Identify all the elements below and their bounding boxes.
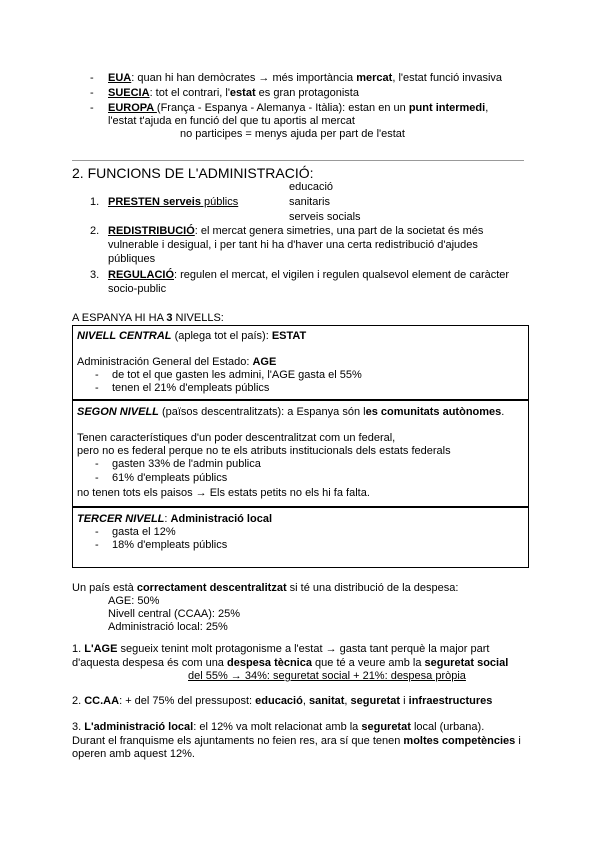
point-1	[72, 643, 489, 656]
point-bold: L'AGE	[84, 643, 118, 655]
point-bold: CC.AA	[84, 695, 120, 707]
heading-post: NIVELLS:	[172, 312, 224, 324]
item-text: : regulen el mercat, el vigilen i regulen qualsevol element de caràcter	[174, 269, 510, 281]
title-bold: ESTAT	[271, 330, 307, 342]
heading-num: 3	[166, 312, 173, 324]
title-mid: (aplega tot el país):	[171, 330, 272, 342]
function-item-1-text	[108, 196, 238, 209]
europa-text-end: ,	[485, 102, 489, 114]
tercer-nivell-box: TERCER NIVELL: Administració local - gasta el 12% - 18% d'empleats públics	[72, 507, 529, 568]
item-number: 1.	[90, 196, 100, 208]
nivells-heading	[72, 312, 224, 325]
point-sep: ,	[302, 695, 309, 707]
title-italic: TERCER NIVELL	[77, 513, 165, 525]
point-bold: despesa tècnica	[226, 657, 312, 669]
segon-nivell-box: SEGON NIVELL (països descentralitzats): a Espanya són les comunitats autònomes. Tenen característiques d'un poder descentralitzat com un federal, pero no es federal perque no te els atributs institucionals dels estats federals - gasten 33% de l'admin publica - 61% d'empleats públics no tenen tots els paisos → Els estats petits no els hi fa falta.	[72, 400, 529, 507]
bullet-text: de tot el que gasten les admini, l'AGE gasta el 55%	[112, 369, 362, 381]
sub-item: serveis socials	[289, 211, 361, 223]
function-item-2-line2: vulnerable i desigual, i per tant hi ha d'haver una certa redistribució d'ajudes	[108, 239, 478, 251]
point-bold: seguretat social	[424, 657, 509, 669]
item-bold: PRESTEN serveis	[108, 196, 201, 208]
function-item-2	[108, 225, 483, 238]
line-bold: correctament descentralitzat	[136, 582, 287, 594]
bullet-text: 61% d'empleats públics	[112, 472, 228, 484]
point-3-line2	[72, 735, 521, 748]
eua-text-end: , l'estat funció invasiva	[392, 72, 503, 84]
function-item-2-number: 2.	[90, 225, 100, 237]
title-bold: es comunitats autònomes	[365, 406, 502, 418]
point-text: segueix tenint molt protagonisme a l'estat → gasta tant perquè la major part	[117, 643, 490, 655]
title-bold: Administració local	[170, 513, 273, 525]
dash: -	[90, 87, 94, 99]
point-number: 1.	[72, 643, 85, 655]
function-item-2-line3: públiques	[108, 253, 156, 265]
section-heading	[72, 165, 314, 181]
bullet-text: gasten 33% de l'admin publica	[112, 458, 261, 470]
point-3	[72, 721, 484, 734]
dash: -	[90, 72, 94, 84]
title-mid: (països descentralitzats): a Espanya són l	[158, 406, 366, 418]
line-pre: Un país està	[72, 582, 137, 594]
sub-item: educació	[289, 181, 334, 193]
box-title	[77, 406, 504, 419]
point-bold: moltes competències	[403, 735, 516, 747]
distribucio-item: Nivell central (CCAA): 25%	[108, 608, 241, 620]
nivell-central-box: NIVELL CENTRAL (aplega tot el país): ESTAT Administración General del Estado: AGE - de tot el que gasten les admini, l'AGE gasta el 55% - tenen el 21% d'empleats públics	[72, 325, 529, 400]
function-item-3-number: 3.	[90, 269, 100, 281]
eua-label: EUA	[108, 72, 132, 84]
section-title: FUNCIONS DE L'ADMINISTRACIÓ	[87, 165, 310, 181]
line-pre: Administración General del Estado:	[77, 356, 253, 368]
point-bold: L'administració local	[84, 721, 194, 733]
title-italic: NIVELL CENTRAL	[77, 330, 172, 342]
line-bold: AGE	[252, 356, 277, 368]
box-title	[77, 330, 306, 343]
point-bold: infraestructures	[408, 695, 493, 707]
point-bold: seguretat	[361, 721, 411, 733]
heading-pre: A ESPANYA HI HA	[72, 312, 167, 324]
point-bold: sanitat	[308, 695, 345, 707]
eua-text: : quan hi han demòcrates → més importància	[131, 72, 357, 84]
title-mid: :	[164, 513, 171, 525]
europa-text: (França - Espanya - Alemanya - Itàlia): estan en un	[156, 102, 409, 114]
point-bold: seguretat	[350, 695, 401, 707]
point-bold: educació	[255, 695, 303, 707]
europa-bold: punt intermedi	[408, 102, 486, 114]
box-line: pero no es federal perque no te els atributs institucionals dels estats federals	[77, 445, 451, 457]
point-sep: ,	[344, 695, 351, 707]
line-post: si té una distribució de la despesa:	[286, 582, 459, 594]
sub-item: sanitaris	[289, 196, 330, 208]
point-3-line3: operen amb aquest 12%.	[72, 748, 195, 760]
function-item-1	[90, 196, 99, 209]
europa-line2: l'estat t'ajuda en funció del que tu aportis al mercat	[108, 115, 355, 127]
point-text: d'aquesta despesa és com una	[72, 657, 227, 669]
item-bold: REGULACIÓ	[108, 269, 174, 281]
point-text: : el 12% va molt relacionat amb la	[193, 721, 362, 733]
point-text: i	[515, 735, 521, 747]
item-bold: REDISTRIBUCIÓ	[108, 225, 195, 237]
bullet-text: gasta el 12%	[112, 526, 176, 538]
eua-bold: mercat	[356, 72, 393, 84]
point-number: 2.	[72, 695, 85, 707]
divider	[72, 160, 524, 161]
point-2	[72, 695, 492, 708]
distribucio-line	[72, 582, 458, 595]
title-italic: SEGON NIVELL	[77, 406, 159, 418]
point-text: que té a veure amb la	[311, 657, 425, 669]
point-sep: i	[400, 695, 409, 707]
distribucio-item: AGE: 50%	[108, 595, 160, 607]
function-item-3-line2: socio-public	[108, 283, 167, 295]
point-1-line3: del 55% → 34%: seguretat social + 21%: despesa pròpia	[188, 670, 466, 682]
bullet-text: 18% d'empleats públics	[112, 539, 228, 551]
title-end: .	[501, 406, 505, 418]
item-text: : el mercat genera simetries, una part de la societat és més	[194, 225, 484, 237]
box-line: no tenen tots els paisos → Els estats petits no els hi fa falta.	[77, 487, 370, 499]
europa-line3: no participes = menys ajuda per part de l'estat	[180, 128, 405, 140]
section-number: 2.	[72, 165, 84, 181]
europa-label: EUROPA	[108, 102, 157, 114]
box-title	[77, 513, 272, 526]
point-number: 3.	[72, 721, 85, 733]
box-line	[77, 356, 276, 369]
point-1-line2	[72, 657, 508, 670]
suecia-text: : tot el contrari, l'	[149, 87, 230, 99]
bullet-text: tenen el 21% d'empleats públics	[112, 382, 270, 394]
suecia-bold: estat	[229, 87, 256, 99]
suecia-label: SUECIA	[108, 87, 150, 99]
distribucio-item: Administració local: 25%	[108, 621, 228, 633]
section-colon: :	[309, 165, 314, 181]
point-text: Durant el franquisme els ajuntaments no feien res, ara sí que tenen	[72, 735, 404, 747]
point-text: local (urbana).	[410, 721, 485, 733]
dash: -	[90, 102, 94, 114]
function-item-3	[108, 269, 509, 282]
suecia-text-end: es gran protagonista	[255, 87, 359, 99]
item-rest: públics	[200, 196, 239, 208]
point-text: : + del 75% del pressupost:	[119, 695, 256, 707]
box-line: Tenen característiques d'un poder descentralitzat com un federal,	[77, 432, 396, 444]
